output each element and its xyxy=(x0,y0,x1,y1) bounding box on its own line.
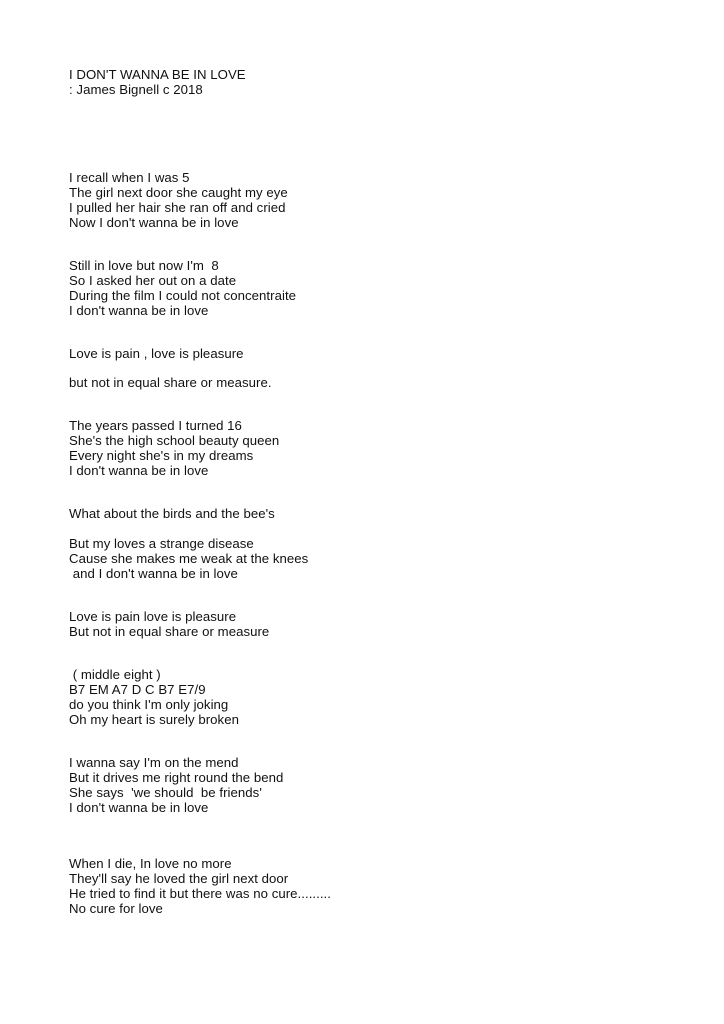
lyric-line: do you think I'm only joking xyxy=(69,697,229,712)
lyric-line: Oh my heart is surely broken xyxy=(69,712,239,727)
chord-line: B7 EM A7 D C B7 E7/9 xyxy=(69,682,206,697)
lyric-line: I pulled her hair she ran off and cried xyxy=(69,200,286,215)
lyric-line: Cause she makes me weak at the knees xyxy=(69,551,309,566)
lyric-line: I don't wanna be in love xyxy=(69,303,209,318)
lyric-line: I don't wanna be in love xyxy=(69,800,209,815)
section-label: ( middle eight ) xyxy=(69,667,161,682)
lyric-line: but not in equal share or measure. xyxy=(69,375,272,390)
lyric-line: When I die, In love no more xyxy=(69,856,232,871)
lyric-line: The years passed I turned 16 xyxy=(69,418,242,433)
lyric-line: Now I don't wanna be in love xyxy=(69,215,239,230)
lyric-line: Love is pain , love is pleasure xyxy=(69,346,244,361)
lyric-line: But my loves a strange disease xyxy=(69,536,254,551)
lyric-line: I recall when I was 5 xyxy=(69,170,190,185)
lyric-line: But not in equal share or measure xyxy=(69,624,270,639)
lyric-line: During the film I could not concentraite xyxy=(69,288,297,303)
lyric-line: I don't wanna be in love xyxy=(69,463,209,478)
lyric-line: But it drives me right round the bend xyxy=(69,770,284,785)
lyric-line: She says 'we should be friends' xyxy=(69,785,262,800)
lyric-line: He tried to find it but there was no cure......... xyxy=(69,886,331,901)
lyric-line: Love is pain love is pleasure xyxy=(69,609,237,624)
lyric-line: No cure for love xyxy=(69,901,163,916)
author-credit: : James Bignell c 2018 xyxy=(69,82,203,97)
lyric-line: She's the high school beauty queen xyxy=(69,433,280,448)
lyric-line: I wanna say I'm on the mend xyxy=(69,755,239,770)
lyric-line: So I asked her out on a date xyxy=(69,273,237,288)
lyric-line: What about the birds and the bee's xyxy=(69,506,275,521)
lyric-line: and I don't wanna be in love xyxy=(69,566,238,581)
lyric-line: They'll say he loved the girl next door xyxy=(69,871,289,886)
lyric-line: The girl next door she caught my eye xyxy=(69,185,288,200)
lyric-line: Every night she's in my dreams xyxy=(69,448,254,463)
song-title: I DON'T WANNA BE IN LOVE xyxy=(69,67,246,82)
lyric-line: Still in love but now I'm 8 xyxy=(69,258,219,273)
